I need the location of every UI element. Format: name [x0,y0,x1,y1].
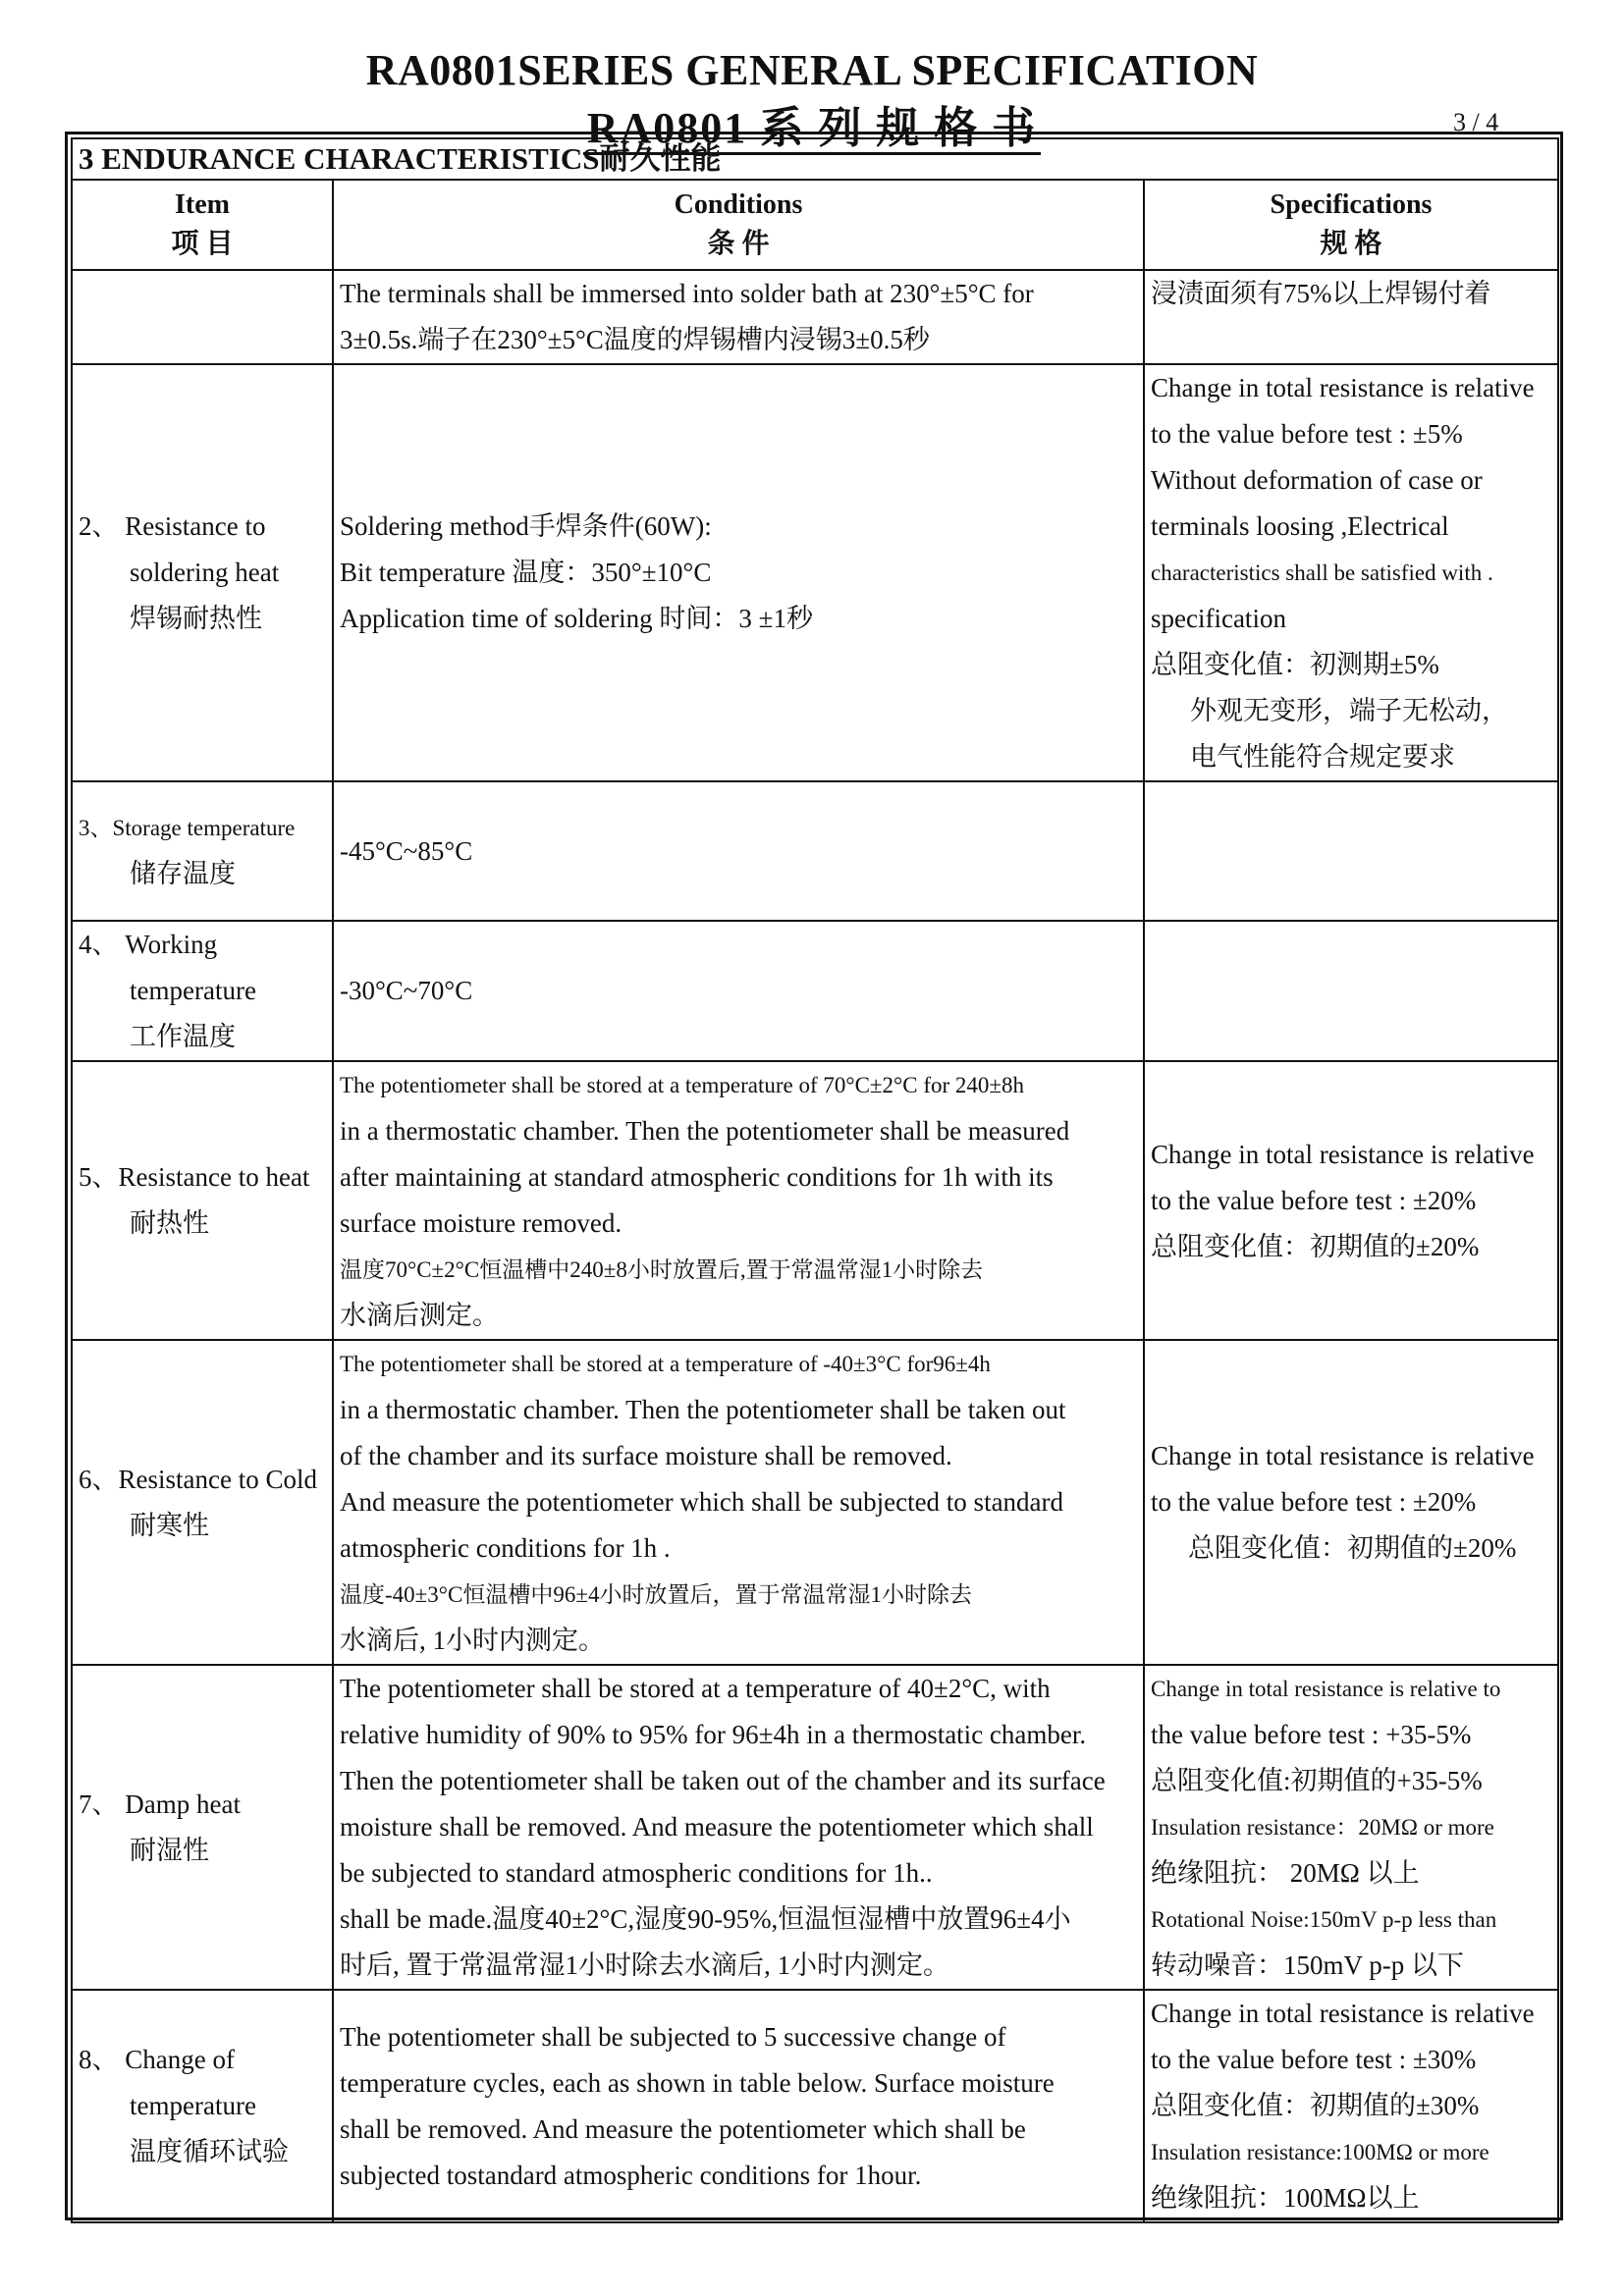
spec-cell [1144,1990,1558,2222]
spec-line: 浸渍面须有75%以上焊锡付着 [1151,279,1491,308]
header-row [72,180,1558,270]
item-cell [72,364,333,781]
conditions-cell [333,270,1144,364]
spec-cell [1144,921,1558,1061]
spec-line: to the value before test : ±20% [1151,1185,1477,1215]
table-row [72,364,1558,781]
item-line: 耐热性 [130,1208,209,1238]
header-conditions-cn: 条 件 [707,229,770,259]
header-conditions [333,180,1144,270]
conditions-cell [333,1665,1144,1990]
item-cell [72,1665,333,1990]
conditions-line: Then the potentiometer shall be taken out of the chamber and its surface [340,1766,1106,1795]
header-item [72,180,333,270]
conditions-line: Bit temperature 温度：350°±10°C [340,558,712,587]
spec-line: to the value before test : ±30% [1151,2045,1477,2074]
document-title-cn-text: RA0801 系 列 规 格 书 [583,104,1042,155]
section-row [72,138,1558,180]
spec-cell [1144,1061,1558,1340]
spec-line: terminals loosing ,Electrical [1151,511,1449,541]
item-line: 8、 Change of [79,2045,235,2074]
spec-cell [1144,1340,1558,1665]
conditions-cell [333,1061,1144,1340]
section-title: 3 ENDURANCE CHARACTERISTICS耐久性能 [72,138,1558,180]
spec-line: the value before test : +35-5% [1151,1720,1472,1749]
conditions-line: temperature cycles, each as shown in table below. Surface moisture [340,2067,1055,2098]
page-number: 3 / 4 [1453,108,1499,136]
item-line: 耐湿性 [130,1835,209,1865]
conditions-line: 水滴后测定。 [340,1301,499,1330]
item-line: 焊锡耐热性 [130,604,262,633]
table-row [72,1665,1558,1990]
item-cell [72,1340,333,1665]
spec-line: Change in total resistance is relative [1151,1139,1535,1169]
conditions-line: subjected tostandard atmospheric conditions for 1hour. [340,2160,922,2190]
spec-line: 电气性能符合规定要求 [1190,742,1455,772]
conditions-line: shall be made.温度40±2°C,湿度90-95%,恒温恒湿槽中放置96±4小 [340,1904,1071,1934]
table-row [72,1340,1558,1665]
item-cell [72,270,333,364]
conditions-line: surface moisture removed. [340,1208,623,1238]
item-line: 2、 Resistance to [79,511,266,541]
spec-line: Insulation resistance：20MΩ or more [1151,1815,1494,1840]
item-cell [72,1990,333,2222]
spec-line: to the value before test : ±20% [1151,1487,1477,1517]
spec-line: 总阻变化值：初期值的±20% [1151,1231,1480,1261]
header-item-en: Item [175,189,230,220]
spec-line: to the value before test : ±5% [1151,419,1463,449]
spec-line: specification [1151,604,1286,633]
item-line: 耐寒性 [130,1510,209,1540]
spec-line: 总阻变化值:初期值的+35-5% [1151,1766,1483,1795]
item-line: 7、 Damp heat [79,1789,241,1819]
header-specifications-cn: 规 格 [1320,229,1382,259]
item-line: temperature [130,2091,256,2120]
conditions-line: in a thermostatic chamber. Then the potentiometer shall be taken out [340,1395,1066,1424]
spec-line: 绝缘阻抗： 20MΩ 以上 [1151,1858,1420,1888]
conditions-line: 温度-40±3°C恒温槽中96±4小时放置后，置于常温常湿1小时除去 [340,1582,972,1607]
spec-line: 总阻变化值：初期值的±30% [1151,2091,1480,2120]
conditions-line: moisture shall be removed. And measure the potentiometer which shall [340,1812,1094,1842]
conditions-line: The terminals shall be immersed into solder bath at 230°±5°C for [340,279,1034,308]
spec-line: 外观无变形，端子无松动， [1190,696,1508,725]
item-line: temperature [130,976,256,1005]
conditions-line: -30°C~70°C [340,976,473,1005]
spec-cell [1144,1665,1558,1990]
conditions-line: 3±0.5s.端子在230°±5°C温度的焊锡槽内浸锡3±0.5秒 [340,325,930,354]
conditions-line: shall be removed. And measure the potentiometer which shall be [340,2113,1026,2144]
item-line: soldering heat [130,558,280,587]
conditions-cell [333,781,1144,921]
spec-line: 总阻变化值：初测期±5% [1151,650,1439,679]
spec-line: Change in total resistance is relative [1151,1441,1535,1470]
conditions-line: The potentiometer shall be stored at a temperature of -40±3°C for96±4h [340,1352,991,1376]
spec-line: characteristics shall be satisfied with . [1151,561,1493,585]
spec-line: 总阻变化值：初期值的±20% [1188,1533,1517,1563]
conditions-line: relative humidity of 90% to 95% for 96±4h in a thermostatic chamber. [340,1720,1087,1749]
conditions-cell [333,1340,1144,1665]
spec-line: 绝缘阻抗：100MΩ以上 [1151,2183,1420,2213]
conditions-line: 温度70°C±2°C恒温槽中240±8小时放置后,置于常温常湿1小时除去 [340,1257,984,1282]
conditions-line: And measure the potentiometer which shall be subjected to standard [340,1487,1064,1517]
spec-line: Rotational Noise:150mV p-p less than [1151,1907,1497,1932]
endurance-table [71,137,1559,2223]
conditions-line: The potentiometer shall be stored at a temperature of 70°C±2°C for 240±8h [340,1073,1025,1097]
spec-cell [1144,364,1558,781]
conditions-line: be subjected to standard atmospheric conditions for 1h.. [340,1858,933,1888]
spec-line: 转动噪音：150mV p-p 以下 [1151,1950,1465,1980]
conditions-line: The potentiometer shall be subjected to 5 successive change of [340,2021,1006,2052]
item-line: 4、 Working [79,930,218,959]
spec-line: Change in total resistance is relative [1151,1999,1535,2028]
spec-line: Insulation resistance:100MΩ or more [1151,2140,1489,2164]
conditions-line: 水滴后, 1小时内测定。 [340,1626,605,1655]
item-line: 5、Resistance to heat [79,1162,310,1192]
conditions-line: of the chamber and its surface moisture shall be removed. [340,1441,952,1470]
table-row [72,781,1558,921]
conditions-line: -45°C~85°C [340,835,473,866]
conditions-cell [333,921,1144,1061]
item-line: 3、Storage temperature [79,816,296,840]
item-line: 工作温度 [130,1022,236,1051]
item-line: 6、Resistance to Cold [79,1464,317,1494]
conditions-line: The potentiometer shall be stored at a temperature of 40±2°C, with [340,1674,1051,1703]
header-specifications-en: Specifications [1270,189,1433,220]
conditions-cell [333,1990,1144,2222]
item-cell [72,781,333,921]
item-cell [72,1061,333,1340]
header-conditions-en: Conditions [674,189,803,220]
document-title-en: RA0801SERIES GENERAL SPECIFICATION [365,46,1259,94]
item-line: 温度循环试验 [130,2137,289,2166]
conditions-line: Application time of soldering 时间：3 ±1秒 [340,604,814,633]
table-row [72,270,1558,364]
spec-cell [1144,781,1558,921]
conditions-line: atmospheric conditions for 1h . [340,1533,671,1563]
conditions-line: in a thermostatic chamber. Then the potentiometer shall be measured [340,1116,1070,1146]
conditions-line: after maintaining at standard atmospheric conditions for 1h with its [340,1162,1054,1192]
spec-cell [1144,270,1558,364]
table-row [72,1990,1558,2222]
item-cell [72,921,333,1061]
header-specifications [1144,180,1558,270]
spec-line: Change in total resistance is relative [1151,373,1535,402]
conditions-line: 时后, 置于常温常湿1小时除去水滴后, 1小时内测定。 [340,1950,949,1980]
conditions-line: Soldering method手焊条件(60W): [340,511,712,541]
conditions-cell [333,364,1144,781]
spec-line: Change in total resistance is relative to [1151,1677,1501,1701]
item-line: 储存温度 [130,859,236,888]
spec-line: Without deformation of case or [1151,465,1483,495]
header-item-cn: 项 目 [171,229,234,259]
table-row [72,921,1558,1061]
table-row [72,1061,1558,1340]
